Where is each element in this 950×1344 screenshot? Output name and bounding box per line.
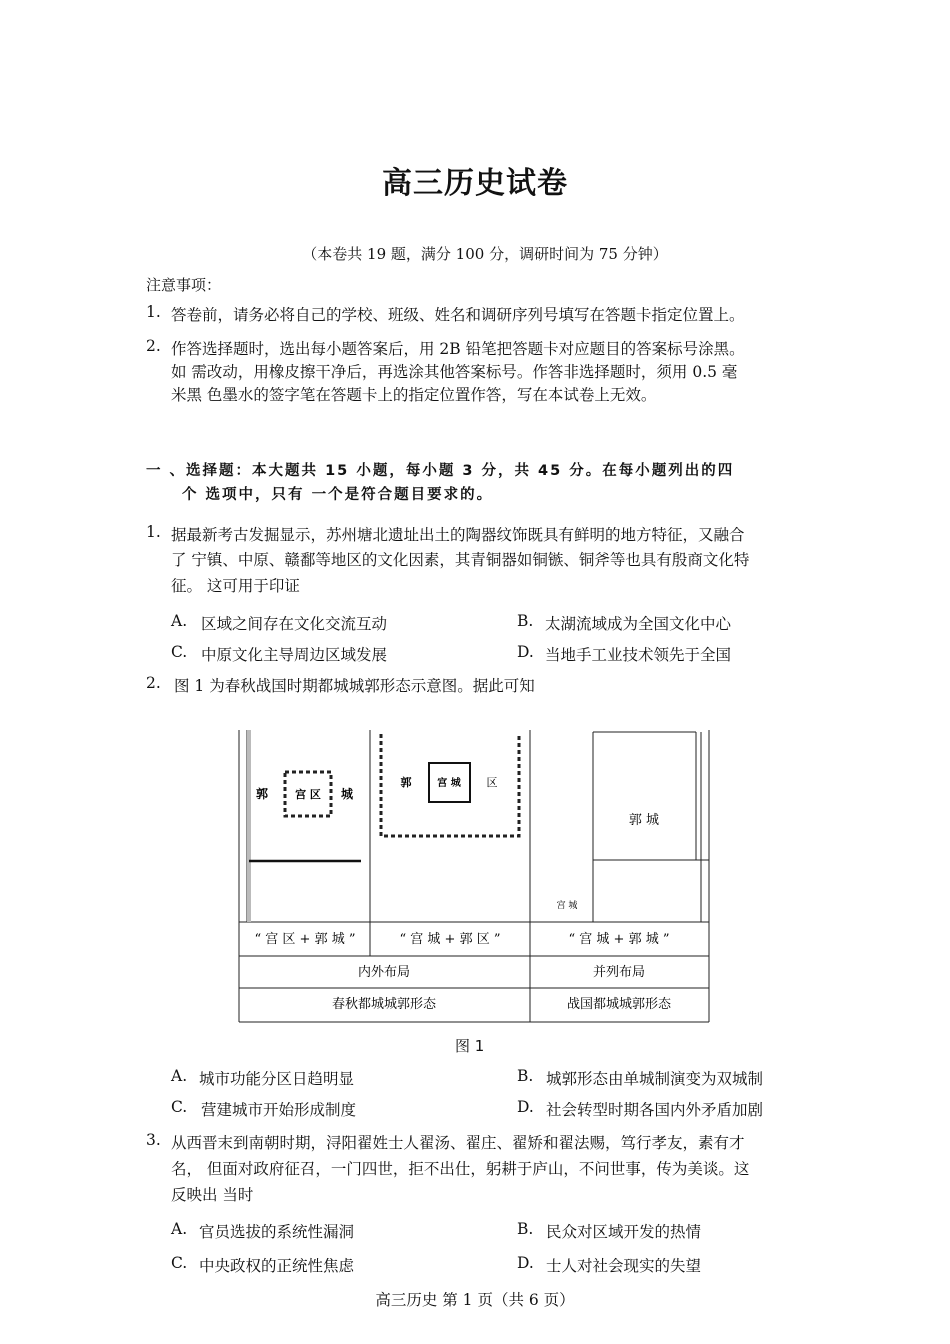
notice-heading: 注意事项：: [146, 276, 222, 294]
option-label: C.: [171, 643, 188, 661]
panel1-left-label: 郭: [255, 787, 269, 801]
page-title: 高三历史试卷: [382, 166, 568, 201]
option-text: 太湖流域成为全国文化中心: [545, 615, 732, 633]
option-text: 官员选拔的系统性漏洞: [199, 1223, 355, 1241]
form-label: “ 宫 城 + 郭 城 ”: [568, 932, 670, 947]
option-label: D.: [517, 643, 534, 661]
option-label: B.: [517, 1067, 534, 1085]
option-text: 营建城市开始形成制度: [201, 1101, 357, 1119]
option-text: 当地手工业技术领先于全国: [545, 646, 732, 664]
question-text: 从西晋末到南朝时期，浔阳翟姓士人翟汤、翟庄、翟矫和翟法赐，笃行孝友，素有才: [171, 1134, 745, 1152]
option-label: C.: [171, 1254, 188, 1272]
option-label: A.: [171, 612, 188, 630]
city-form-diagram: [235, 726, 715, 1026]
section-heading: 个 选项中，只有 一个是符合题目要求的。: [182, 487, 494, 503]
question-text: 图 1 为春秋战国时期都城城郭形态示意图。据此可知: [174, 677, 535, 695]
section-heading: 一 、选择题：本大题共 15 小题，每小题 3 分，共 45 分。在每小题列出的四: [146, 463, 735, 479]
question-text: 了 宁镇、中原、赣鄱等地区的文化因素，其青铜器如铜镞、铜斧等也具有殷商文化特: [171, 551, 750, 569]
notice-item-text: 如 需改动，用橡皮擦干净后，再选涂其他答案标号。作答非选择题时，须用 0.5 毫: [171, 363, 738, 381]
option-label: C.: [171, 1098, 188, 1116]
option-text: 城郭形态由单城制演变为双城制: [546, 1070, 764, 1088]
option-label: A.: [171, 1220, 188, 1238]
panel1-right-label: 城: [340, 787, 354, 801]
period-label: 战国都城城郭形态: [566, 997, 672, 1012]
notice-item-text: 作答选择题时，选出每小题答案后，用 2B 铅笔把答题卡对应题目的答案标号涂黑。: [171, 340, 745, 358]
panel3-outer-city-label: 郭 城: [628, 813, 660, 828]
option-text: 士人对社会现实的失望: [546, 1257, 702, 1275]
question-number: 3.: [146, 1131, 161, 1149]
notice-item-number: 1.: [146, 303, 161, 321]
page-footer: 高三历史 第 1 页（共 6 页）: [375, 1291, 575, 1309]
notice-item-text: 答卷前，请务必将自己的学校、班级、姓名和调研序列号填写在答题卡指定位置上。: [171, 306, 745, 324]
option-text: 中央政权的正统性焦虑: [199, 1257, 355, 1275]
exam-info: （本卷共 19 题，满分 100 分，调研时间为 75 分钟）: [302, 245, 668, 263]
panel1-edge: [247, 730, 251, 922]
period-label: 春秋都城城郭形态: [331, 997, 437, 1012]
option-label: D.: [517, 1098, 534, 1116]
panel2-left-label: 郭: [400, 776, 412, 789]
panel2-inner-label: 宫 城: [437, 778, 461, 789]
panel2-right-label: 区: [486, 776, 498, 789]
question-text: 反映出 当时: [171, 1186, 254, 1204]
notice-item-number: 2.: [146, 337, 161, 355]
option-label: B.: [517, 612, 534, 630]
option-label: D.: [517, 1254, 534, 1272]
option-text: 区域之间存在文化交流互动: [201, 615, 388, 633]
panel1-inner-label: 宫 区: [295, 788, 321, 801]
option-label: B.: [517, 1220, 534, 1238]
layout-label: 并列布局: [592, 965, 646, 980]
option-text: 城市功能分区日趋明显: [199, 1070, 355, 1088]
option-text: 社会转型时期各国内外矛盾加剧: [546, 1101, 764, 1119]
option-label: A.: [171, 1067, 188, 1085]
notice-item-text: 米黑 色墨水的签字笔在答题卡上的指定位置作答，写在本试卷上无效。: [171, 386, 657, 404]
question-number: 2.: [146, 674, 161, 692]
question-text: 征。 这可用于印证: [171, 577, 300, 595]
question-text: 名， 但面对政府征召，一门四世，拒不出仕，躬耕于庐山，不问世事，传为美谈。这: [171, 1160, 750, 1178]
option-text: 中原文化主导周边区域发展: [201, 646, 388, 664]
option-text: 民众对区域开发的热情: [546, 1223, 702, 1241]
figure-caption: 图 1: [455, 1037, 485, 1055]
form-label: “ 宫 区 + 郭 城 ”: [254, 932, 356, 947]
question-text: 据最新考古发掘显示，苏州塘北遗址出土的陶器纹饰既具有鲜明的地方特征，又融合: [171, 526, 745, 544]
form-label: “ 宫 城 + 郭 区 ”: [399, 932, 501, 947]
layout-label: 内外布局: [357, 965, 411, 980]
panel3-palace-city-label: 宫 城: [556, 901, 578, 911]
question-number: 1.: [146, 523, 161, 541]
